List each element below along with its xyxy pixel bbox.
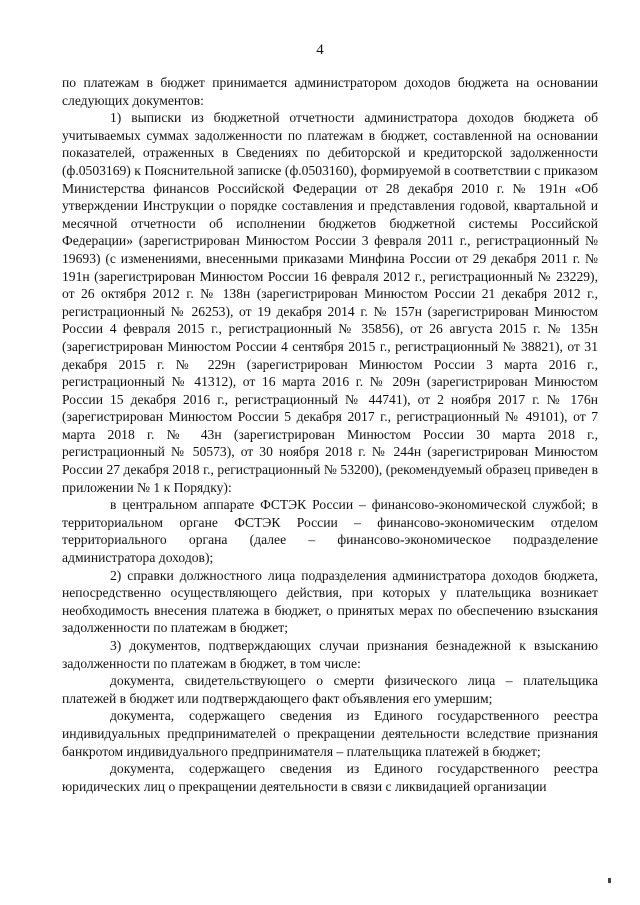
paragraph-item-3: 3) документов, подтверждающих случаи признания безнадежной к взысканию задолженности по платежам в бюджет, в том числе:	[62, 638, 598, 671]
paragraph-entrepreneur-registry: документа, содержащего сведения из Единого государственного реестра индивидуальных предпринимателей о прекращении деятельности вследствие признания банкротом индивидуального предпринимателя – плательщика платежей в бюджет;	[62, 708, 598, 759]
paragraph-item-1: 1) выписки из бюджетной отчетности администратора доходов бюджета об учитываемых суммах задолженности по платежам в бюджет, составленной на основании показателей, отраженных в Сведениях по дебиторской и кредиторской задолженности (ф.0503169) к Пояснительной записке (ф.0503160), формируемой в соответствии с приказом Министерства финансов Российской Федерации от 28 декабря 2010 г. № 191н «Об утверждении Инструкции о порядке составления и представления годовой, квартальной и месячной отчетности об исполнении бюджетов бюджетной системы Российской Федерации» (зарегистрирован Минюстом России 3 февраля 2011 г., регистрационный № 19693) (с изменениями, внесенными приказами Минфина России от 29 декабря 2011 г. № 191н (зарегистрирован Минюстом России 16 февраля 2012 г., регистрационный № 23229), от 26 октября 2012 г. № 138н (зарегистрирован Минюстом России 21 декабря 2012 г., регистрационный № 26253), от 19 декабря 2014 г. № 157н (зарегистрирован Минюстом России 4 февраля 2015 г., регистрационный № 35856), от 26 августа 2015 г. № 135н (зарегистрирован Минюстом России 4 сентября 2015 г., регистрационный № 38821), от 31 декабря 2015 г. № 229н (зарегистрирован Минюстом России 3 марта 2016 г., регистрационный № 41312), от 16 марта 2016 г. № 209н (зарегистрирован Минюстом России 15 декабря 2016 г., регистрационный № 44741), от 2 ноября 2017 г. № 176н (зарегистрирован Минюстом России 5 декабря 2017 г., регистрационный № 49101), от 7 марта 2018 г. № 43н (зарегистрирован Минюстом России 30 марта 2018 г., регистрационный № 50573), от 30 ноября 2018 г. № 244н (зарегистрирован Минюстом России 27 декабря 2018 г., регистрационный № 53200), (рекомендуемый образец приведен в приложении № 1 к Порядку):	[62, 110, 598, 495]
document-body	[62, 74, 598, 795]
paragraph-legal-entity-registry: документа, содержащего сведения из Единого государственного реестра юридических лиц о прекращении деятельности в связи с ликвидацией организации	[62, 761, 598, 794]
scan-artifact	[608, 878, 611, 883]
paragraph-death-document: документа, свидетельствующего о смерти физического лица – плательщика платежей в бюджет или подтверждающего факт объявления его умершим;	[62, 673, 598, 706]
page-number: 4	[316, 42, 324, 58]
paragraph-item-1-responsible: в центральном аппарате ФСТЭК России – финансово-экономической службой; в территориальном органе ФСТЭК России – финансово-экономическим отделом территориального органа (далее – финансово-экономическое подразделение администратора доходов);	[62, 497, 598, 566]
paragraph-intro: по платежам в бюджет принимается администратором доходов бюджета на основании следующих документов:	[62, 75, 598, 108]
paragraph-item-2: 2) справки должностного лица подразделения администратора доходов бюджета, непосредственно осуществляющего действия, при которых у плательщика возникает необходимость внесения платежа в бюджет, о принятых мерах по обеспечению взыскания задолженности по платежам в бюджет;	[62, 567, 598, 636]
